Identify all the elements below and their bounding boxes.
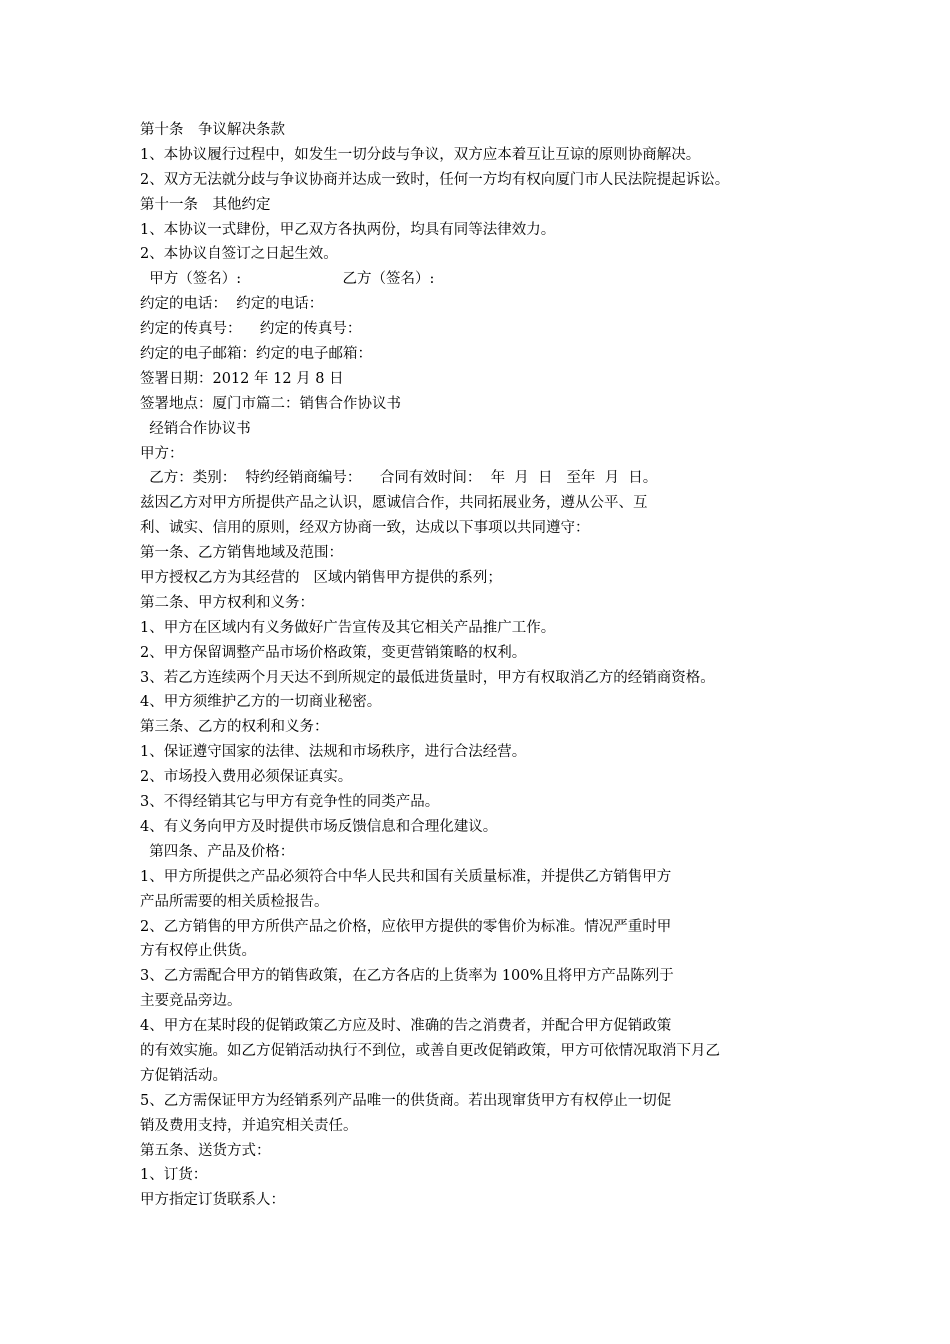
- contact-fax-line: 约定的传真号： 约定的传真号：: [140, 321, 362, 338]
- paragraph-line: 利、诚实、信用的原则，经双方协商一致，达成以下事项以共同遵守：: [140, 520, 590, 537]
- party-a-line: 甲方：: [140, 445, 184, 462]
- contact-email-line: 约定的电子邮箱：约定的电子邮箱：: [140, 346, 372, 363]
- signing-place-line: 签署地点：厦门市篇二：销售合作协议书: [140, 395, 401, 412]
- section-heading-article-5: 第五条、送货方式：: [140, 1142, 271, 1159]
- document-page: [140, 118, 830, 1213]
- paragraph-line: 2、乙方销售的甲方所供产品之价格，应依甲方提供的零售价为标准。情况严重时甲: [140, 918, 672, 935]
- paragraph-line: 2、市场投入费用必须保证真实。: [140, 769, 353, 786]
- paragraph-line: 4、甲方须维护乙方的一切商业秘密。: [140, 694, 382, 711]
- paragraph-line: 方有权停止供货。: [140, 943, 256, 960]
- signing-date-line: 签署日期：2012 年 12 月 8 日: [140, 370, 344, 387]
- agreement-title: 经销合作协议书: [140, 420, 251, 437]
- paragraph-line: 产品所需要的相关质检报告。: [140, 893, 329, 910]
- section-heading-article-10: 第十条 争议解决条款: [140, 122, 285, 138]
- paragraph-line: 方促销活动。: [140, 1067, 227, 1084]
- paragraph-line: 销及费用支持，并追究相关责任。: [140, 1117, 358, 1134]
- section-heading-article-2: 第二条、甲方权利和义务：: [140, 594, 314, 611]
- paragraph-line: 1、保证遵守国家的法律、法规和市场秩序，进行合法经营。: [140, 744, 527, 761]
- paragraph-line: 主要竞品旁边。: [140, 993, 242, 1010]
- paragraph-line: 1、本协议一式肆份，甲乙双方各执两份，均具有同等法律效力。: [140, 221, 556, 238]
- paragraph-line: 2、双方无法就分歧与争议协商并达成一致时，任何一方均有权向厦门市人民法院提起诉讼。: [140, 171, 730, 188]
- paragraph-line: 1、本协议履行过程中，如发生一切分歧与争议，双方应本着互让互谅的原则协商解决。: [140, 146, 701, 163]
- paragraph-line: 2、甲方保留调整产品市场价格政策，变更营销策略的权利。: [140, 644, 527, 661]
- paragraph-line: 3、乙方需配合甲方的销售政策，在乙方各店的上货率为 100%且将甲方产品陈列于: [140, 968, 674, 985]
- paragraph-line: 4、有义务向甲方及时提供市场反馈信息和合理化建议。: [140, 818, 498, 835]
- paragraph-line: 3、若乙方连续两个月天达不到所规定的最低进货量时，甲方有权取消乙方的经销商资格。: [140, 669, 715, 686]
- paragraph-line: 的有效实施。如乙方促销活动执行不到位，或善自更改促销政策，甲方可依情况取消下月乙: [140, 1042, 720, 1059]
- paragraph-line: 1、甲方在区域内有义务做好广告宣传及其它相关产品推广工作。: [140, 619, 556, 636]
- contact-phone-line: 约定的电话： 约定的电话：: [140, 296, 324, 313]
- section-heading-article-3: 第三条、乙方的权利和义务：: [140, 719, 329, 736]
- signature-line: 甲方（签名）: 乙方（签名）:: [140, 271, 435, 288]
- paragraph-line: 兹因乙方对甲方所提供产品之认识，愿诚信合作，共同拓展业务，遵从公平、互: [140, 495, 648, 512]
- paragraph-line: 4、甲方在某时段的促销政策乙方应及时、准确的告之消费者，并配合甲方促销政策: [140, 1018, 672, 1035]
- paragraph-line: 5、乙方需保证甲方为经销系列产品唯一的供货商。若出现窜货甲方有权停止一切促: [140, 1092, 672, 1109]
- paragraph-line: 甲方指定订货联系人：: [140, 1192, 285, 1209]
- section-heading-article-4: 第四条、产品及价格：: [140, 843, 295, 860]
- paragraph-line: 2、本协议自签订之日起生效。: [140, 246, 338, 263]
- paragraph-line: 1、订货：: [140, 1167, 208, 1184]
- paragraph-line: 甲方授权乙方为其经营的 区域内销售甲方提供的系列；: [140, 570, 502, 587]
- section-heading-article-11: 第十一条 其他约定: [140, 196, 271, 213]
- paragraph-line: 3、不得经销其它与甲方有竞争性的同类产品。: [140, 794, 440, 811]
- paragraph-line: 1、甲方所提供之产品必须符合中华人民共和国有关质量标准，并提供乙方销售甲方: [140, 868, 672, 885]
- section-heading-article-1: 第一条、乙方销售地域及范围：: [140, 545, 343, 562]
- party-b-line: 乙方：类别： 特约经销商编号： 合同有效时间： 年 月 日 至年 月 日。: [140, 470, 658, 487]
